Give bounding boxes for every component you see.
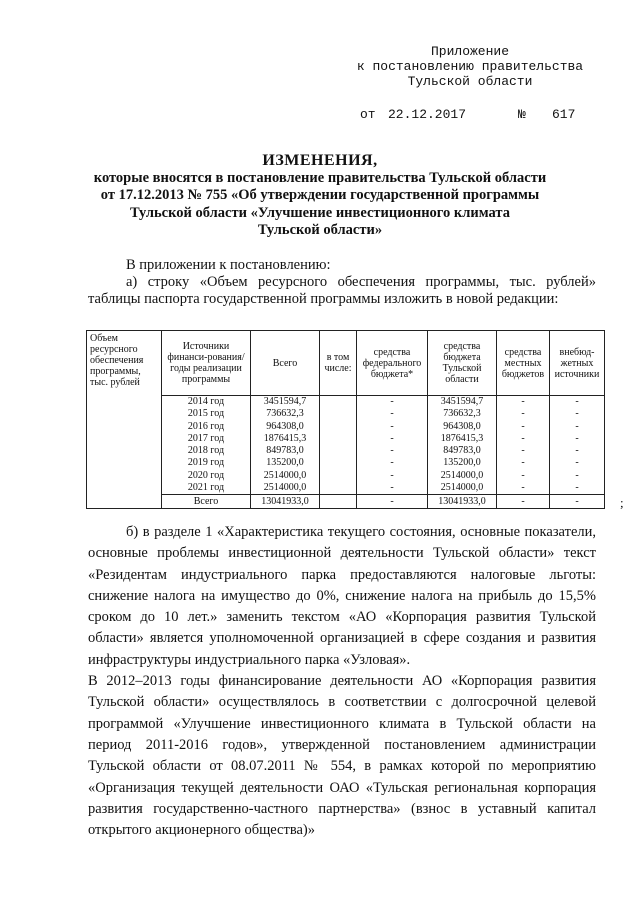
table-cell: - [497,433,550,445]
table-cell: - [357,421,428,433]
table-cell: - [357,482,428,495]
from-label: от [360,107,376,122]
document-date: 22.12.2017 [388,107,467,122]
table-cell: 849783,0 [428,445,497,457]
table-cell: 2018 год [162,445,251,457]
table-row [87,396,605,409]
header-cell: Всего [251,331,320,396]
total-cell: - [497,495,550,509]
table-cell: 736632,3 [428,408,497,420]
header-cell: средства федерального бюджета* [357,331,428,396]
table-cell: - [497,470,550,482]
table-cell: - [497,457,550,469]
total-cell [320,495,357,509]
table-cell [320,433,357,445]
table-cell: 2016 год [162,421,251,433]
body-paragraph [88,522,596,841]
title-line: которые вносятся в постановление правительства Тульской области [93,169,547,186]
document-title [80,152,560,240]
table-cell: 1876415,3 [251,433,320,445]
table-cell: - [550,396,605,409]
table-cell: - [550,445,605,457]
table-cell: - [497,445,550,457]
table-cell [320,482,357,495]
table-header-row [87,331,605,396]
table-cell [320,457,357,469]
table-trailing-semicolon: ; [620,495,624,510]
table-cell: - [550,421,605,433]
funding-table [86,330,605,509]
table-cell [320,408,357,420]
title-line: от 17.12.2013 № 755 «Об утверждении государственной программы [100,187,540,203]
total-cell: - [550,495,605,509]
document-number: 617 [552,107,576,122]
table-cell: 3451594,7 [251,396,320,409]
table-cell [320,396,357,409]
number-label: № [518,107,526,122]
table-cell: 2019 год [162,457,251,469]
header-cell: средства бюджета Тульской области [428,331,497,396]
body-text-1: б) в разделе 1 «Характеристика текущего состояния, основные показатели, основные проблемы инвестиционной деятельности Тульской области» текст «Резидентам индустриального парка предоставляются налоговые льготы: снижение налога на имущество до 0%, снижение налога на прибыль до 15,5% сроком до 10 лет.» заменить текстом «АО «Корпорация развития Тульской области» является уполномоченной организацией в сфере создания и развития инфраструктуры индустриального парка «Узловая». [88,524,596,668]
table-cell: - [357,396,428,409]
title-line: Тульской области» [257,222,383,238]
table-cell: - [357,408,428,420]
total-cell: Всего [162,495,251,509]
table-row [87,445,605,457]
table-cell [320,470,357,482]
table-cell: 2021 год [162,482,251,495]
table-cell: 2015 год [162,408,251,420]
table-row [87,408,605,420]
table-cell: - [550,457,605,469]
table-cell: 3451594,7 [428,396,497,409]
table-cell: 2020 год [162,470,251,482]
table-cell: - [497,482,550,495]
title-main: ИЗМЕНЕНИЯ, [262,152,378,169]
table-cell: - [497,408,550,420]
table-cell: 2514000,0 [428,470,497,482]
table-row [87,470,605,482]
table-cell: 849783,0 [251,445,320,457]
table-cell: - [550,408,605,420]
table-cell: 2017 год [162,433,251,445]
intro-line: а) строку «Объем ресурсного обеспечения программы, тыс. рублей» таблицы паспорта государственной программы изложить в новой редакции: [88,274,596,307]
table-cell: - [357,457,428,469]
table-cell: 736632,3 [251,408,320,420]
body-text-2: В 2012–2013 годы финансирование деятельности АО «Корпорация развития Тульской области» осуществлялось в соответствии с долгосрочной целевой программой «Улучшение инвестиционного климата в Тульской области на период 2011-2016 годов», утвержденной постановлением администрации Тульской области от 08.07.2011 № 554, в рамках которой по мероприятию «Организация текущей деятельности ОАО «Тульская региональная корпорация развития государственно-частного партнерства» (взнос в уставный капитал открытого акционерного общества)» [88,673,596,839]
table-cell: 2514000,0 [428,482,497,495]
table-row [87,421,605,433]
table-cell [320,421,357,433]
total-cell: 13041933,0 [428,495,497,509]
table-cell: - [550,470,605,482]
table-row [87,457,605,469]
table-cell: 964308,0 [428,421,497,433]
table-cell: - [357,433,428,445]
table-cell: - [550,482,605,495]
table-row [87,482,605,495]
table-row [87,433,605,445]
header-cell: средства местных бюджетов [497,331,550,396]
intro-paragraph [88,257,596,308]
table-cell: 2514000,0 [251,482,320,495]
table-cell: - [497,396,550,409]
appendix-line: Приложение [430,44,509,59]
header-cell: Источники финанси-рования/годы реализации программы [162,331,251,396]
table-cell: 2014 год [162,396,251,409]
table-cell: 135200,0 [428,457,497,469]
table-cell: - [357,445,428,457]
table-cell: 964308,0 [251,421,320,433]
table-cell: - [357,470,428,482]
table-cell: 135200,0 [251,457,320,469]
appendix-header [350,44,590,89]
table-cell: 2514000,0 [251,470,320,482]
total-cell: 13041933,0 [251,495,320,509]
appendix-line: Тульской области [407,74,533,89]
appendix-line: к постановлению правительства [356,59,584,74]
table-total-row [87,495,605,509]
table-cell: - [550,433,605,445]
header-cell: в том числе: [320,331,357,396]
table-cell: - [497,421,550,433]
table-cell: 1876415,3 [428,433,497,445]
intro-line: В приложении к постановлению: [126,257,331,273]
total-cell: - [357,495,428,509]
title-line: Тульской области «Улучшение инвестиционного климата [130,204,510,221]
header-cell: внебюд-жетных источники [550,331,605,396]
row-label-cell: Объем ресурсного обеспечения программы, тыс. рублей [87,331,162,509]
table-cell [320,445,357,457]
